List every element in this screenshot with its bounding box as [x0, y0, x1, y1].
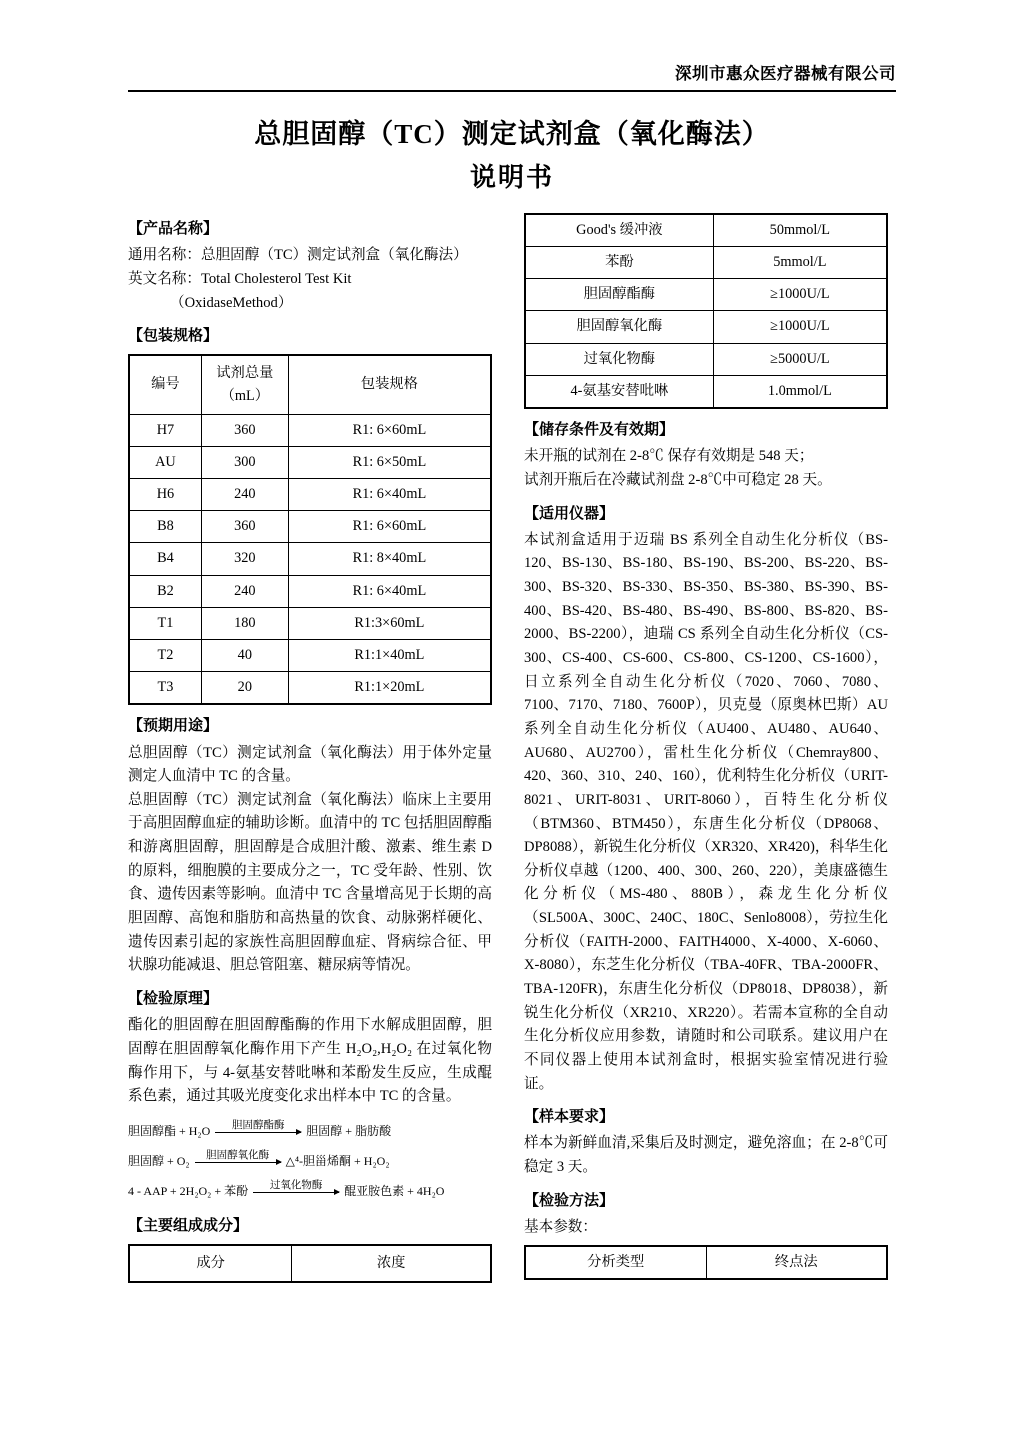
- arrow-line: [195, 1162, 281, 1163]
- cell-volume: 320: [201, 543, 288, 575]
- cell-code: B8: [129, 511, 201, 543]
- formula-3-label: 过氧化物酶: [269, 1179, 323, 1191]
- section-instruments-heading: 【适用仪器】: [524, 505, 615, 522]
- cell-component: 胆固醇氧化酶: [525, 311, 713, 343]
- col-header-concentration: 浓度: [292, 1245, 491, 1282]
- cell-code: B2: [129, 575, 201, 607]
- cell-package: R1: 6×40mL: [288, 575, 491, 607]
- table-header-row: [129, 1245, 491, 1282]
- formula-1-right: 胆固醇 + 脂肪酸: [306, 1123, 392, 1138]
- cell-component: 胆固醇酯酶: [525, 279, 713, 311]
- col-header-volume: [201, 355, 288, 415]
- table-row: [129, 672, 491, 705]
- cell-component: 苯酚: [525, 247, 713, 279]
- formula-row-3: [128, 1177, 492, 1205]
- section-ingredients-heading: 【主要组成成分】: [128, 1218, 249, 1235]
- section-storage-heading: 【储存条件及有效期】: [524, 421, 675, 438]
- section-package-heading: 【包装规格】: [128, 328, 219, 345]
- cell-volume: 40: [201, 639, 288, 671]
- arrow-line: [215, 1132, 301, 1133]
- cell-concentration: ≥1000U/L: [713, 279, 887, 311]
- cell-code: H7: [129, 414, 201, 446]
- cell-analysis-type-label: 分析类型: [525, 1246, 706, 1279]
- storage-paragraph-2: 试剂开瓶后在冷藏试剂盘 2-8℃中可稳定 28 天。: [524, 471, 832, 488]
- table-row: [525, 375, 887, 408]
- cell-code: H6: [129, 479, 201, 511]
- cell-concentration: 50mmol/L: [713, 214, 887, 247]
- formula-2-left: 胆固醇 + O₂: [128, 1153, 190, 1168]
- section-method-heading: 【检验方法】: [524, 1192, 615, 1209]
- cell-package: R1: 6×40mL: [288, 479, 491, 511]
- section-product-name-heading: 【产品名称】: [128, 221, 219, 237]
- cell-component: Good's 缓冲液: [525, 214, 713, 247]
- cell-package: R1: 6×50mL: [288, 446, 491, 478]
- col-header-package: 包装规格: [288, 355, 491, 415]
- cell-package: R1: 6×60mL: [288, 414, 491, 446]
- cell-component: 4-氨基安替吡啉: [525, 375, 713, 408]
- cell-concentration: ≥1000U/L: [713, 311, 887, 343]
- formula-row-2: [128, 1147, 492, 1175]
- right-column: [524, 208, 888, 1284]
- table-row: [129, 479, 491, 511]
- generic-name-text: 通用名称：总胆固醇（TC）测定试剂盒（氧化酶法）: [128, 247, 468, 264]
- cell-volume: 360: [201, 511, 288, 543]
- cell-volume: 20: [201, 672, 288, 705]
- formula-row-1: [128, 1117, 492, 1145]
- sample-paragraph: 样本为新鲜血清,采集后及时测定，避免溶血；在 2-8℃可稳定 3 天。: [524, 1135, 888, 1176]
- reaction-formulas: [128, 1117, 492, 1206]
- cell-analysis-type-value: 终点法: [706, 1246, 887, 1279]
- table-row: [525, 311, 887, 343]
- cell-volume: 240: [201, 479, 288, 511]
- two-column-body: [128, 208, 896, 1287]
- cell-concentration: ≥5000U/L: [713, 343, 887, 375]
- formula-2-label: 胆固醇氧化酶: [206, 1149, 270, 1161]
- method-paragraph: 基本参数：: [524, 1219, 597, 1236]
- cell-concentration: 1.0mmol/L: [713, 375, 887, 408]
- table-row: [525, 1246, 887, 1279]
- table-row: [129, 543, 491, 575]
- cell-code: B4: [129, 543, 201, 575]
- col-header-code: 编号: [129, 355, 201, 415]
- cell-code: T2: [129, 639, 201, 671]
- col-header-volume-line1: 试剂总量: [216, 364, 274, 381]
- table-row: [525, 214, 887, 247]
- cell-volume: 240: [201, 575, 288, 607]
- cell-package: R1:1×40mL: [288, 639, 491, 671]
- header-divider: [128, 90, 896, 92]
- intended-use-paragraph-1: 总胆固醇（TC）测定试剂盒（氧化酶法）用于体外定量测定人血清中 TC 的含量。: [128, 744, 492, 785]
- cell-concentration: 5mmol/L: [713, 247, 887, 279]
- cell-package: R1: 6×60mL: [288, 511, 491, 543]
- table-row: [129, 446, 491, 478]
- section-principle-heading: 【检验原理】: [128, 990, 219, 1007]
- cell-volume: 180: [201, 607, 288, 639]
- storage-paragraph-1: 未开瓶的试剂在 2-8℃ 保存有效期是 548 天；: [524, 448, 814, 465]
- table-row: [129, 511, 491, 543]
- left-column: [128, 208, 492, 1287]
- formula-1-left: 胆固醇酯 + H₂O: [128, 1123, 211, 1138]
- header-company: 深圳市惠众医疗器械有限公司: [675, 64, 896, 83]
- intended-use-paragraph-2: 总胆固醇（TC）测定试剂盒（氧化酶法）临床上主要用于高胆固醇血症的辅助诊断。血清中的 TC 包括胆固醇酯和游离胆固醇，胆固醇是合成胆汁酸、激素、维生素 D 的原料，细胞膜的主要成分之一，TC 受年龄、性别、饮食、遗传因素等影响。血清中 TC 含量增高见于长期的高胆固醇、高饱和脂肪和高热量的饮食、动脉粥样硬化、遗传因素引起的家族性高胆固醇血症、肾病综合征、甲状腺功能减退、胆总管阻塞、糖尿病等情况。: [128, 791, 492, 974]
- formula-2-right: △⁴-胆甾烯酮 + H₂O₂: [285, 1153, 390, 1168]
- page-subtitle: 说明书: [469, 163, 554, 192]
- section-sample-heading: 【样本要求】: [524, 1109, 615, 1126]
- cell-code: T3: [129, 672, 201, 705]
- formula-3-right: 醌亚胺色素 + 4H₂O: [344, 1184, 445, 1199]
- cell-package: R1:1×20mL: [288, 672, 491, 705]
- table-row: [525, 279, 887, 311]
- reagent-composition-table: [524, 213, 888, 409]
- cell-code: T1: [129, 607, 201, 639]
- method-parameters-table: [524, 1245, 888, 1280]
- english-name-text: 英文名称：Total Cholesterol Test Kit: [128, 270, 352, 287]
- table-row: [525, 247, 887, 279]
- principle-paragraph: 酯化的胆固醇在胆固醇酯酶的作用下水解成胆固醇，胆固醇在胆固醇氧化酶作用下产生 H₂O₂,H₂O₂ 在过氧化物酶作用下，与 4-氨基安替吡啉和苯酚发生反应，生成醌系色素，通过其吸光度变化求出样本中 TC 的含量。: [128, 1017, 492, 1105]
- instruments-paragraph: 本试剂盒适用于迈瑞 BS 系列全自动生化分析仪（BS-120、BS-130、BS-180、BS-190、BS-200、BS-220、BS-300、BS-320、BS-330、BS-350、BS-380、BS-390、BS-400、BS-420、BS-480、BS-490、BS-800、BS-820、BS-2000、BS-2200），迪瑞 CS 系列全自动生化分析仪（CS-300、CS-400、CS-600、CS-800、CS-1200、CS-1600），日立系列全自动生化分析仪（7020、7060、7080、7100、7170、7180、7600P），贝克曼（原奥林巴斯）AU 系列全自动生化分析仪（AU400、AU480、AU640、AU680、AU2700），雷杜生化分析仪（Chemray800、420、360、310、240、160），优利特生化分析仪（URIT-8021、URIT-8031、URIT-8060），百特生化分析仪（BTM360、BTM450），东唐生化分析仪（DP8068、DP8088），新锐生化分析仪（XR320、XR420)，科华生化分析仪卓越（1200、400、300、260、220），美康盛德生化分析仪（MS-480、880B），森龙生化分析仪（SL500A、300C、240C、180C、Senlo8008），劳拉生化分析仪（FAITH-2000、FAITH4000、X-4000、X-6060、X-8080），东芝生化分析仪（TBA-40FR、TBA-2000FR、TBA-120FR)，东唐生化分析仪（DP8018、DP8038），新锐生化分析仪（XR210、XR220）。若需本宣称的全自动生化分析仪应用参数，请随时和公司联系。建议用户在不同仪器上使用本试剂盒时，根据实验室情况进行验证。: [524, 531, 888, 1092]
- cell-volume: 300: [201, 446, 288, 478]
- reaction-arrow-icon: [195, 1149, 281, 1168]
- table-row: [129, 414, 491, 446]
- cell-package: R1:3×60mL: [288, 607, 491, 639]
- arrow-line: [253, 1192, 339, 1193]
- col-header-volume-line2: （mL）: [220, 387, 270, 404]
- page-title: 总胆固醇（TC）测定试剂盒（氧化酶法）: [254, 119, 770, 149]
- formula-1-label: 胆固醇酯酶: [232, 1119, 285, 1131]
- english-name-text-cont: （OxidaseMethod）: [170, 294, 293, 311]
- reaction-arrow-icon: [215, 1119, 301, 1138]
- table-row: [129, 575, 491, 607]
- table-row: [129, 639, 491, 671]
- cell-package: R1: 8×40mL: [288, 543, 491, 575]
- package-spec-table: [128, 354, 492, 706]
- table-row: [129, 607, 491, 639]
- reaction-arrow-icon: [253, 1179, 339, 1198]
- formula-3-left: 4 - AAP + 2H₂O₂ + 苯酚: [128, 1184, 249, 1199]
- ingredients-table: [128, 1244, 492, 1283]
- table-header-row: [129, 355, 491, 415]
- col-header-component: 成分: [129, 1245, 292, 1282]
- cell-volume: 360: [201, 414, 288, 446]
- cell-code: AU: [129, 446, 201, 478]
- cell-component: 过氧化物酶: [525, 343, 713, 375]
- table-row: [525, 343, 887, 375]
- section-intended-use-heading: 【预期用途】: [128, 718, 219, 735]
